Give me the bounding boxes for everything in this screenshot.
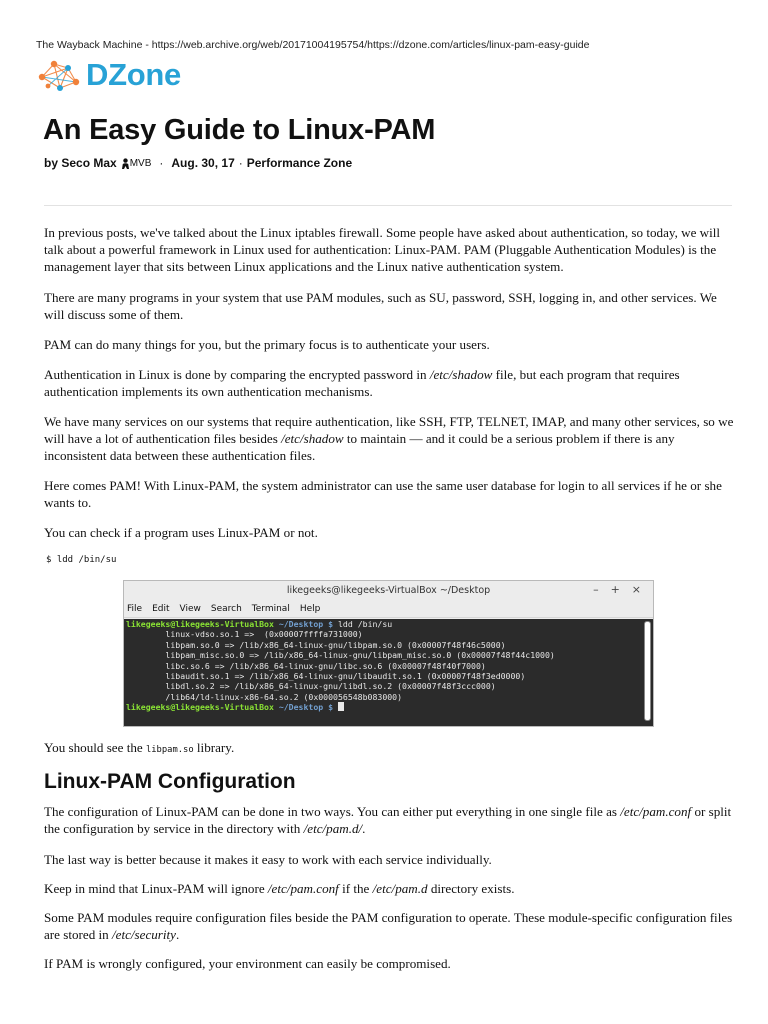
terminal-cursor	[338, 702, 344, 711]
command-snippet: $ ldd /bin/su	[46, 555, 117, 565]
paragraph-check: You can check if a program uses Linux-PAM or not.	[44, 525, 318, 540]
byline-prefix: by	[44, 156, 59, 170]
terminal-scrollbar[interactable]	[644, 621, 651, 721]
logo-text: DZone	[86, 57, 181, 92]
maximize-icon[interactable]: +	[610, 583, 620, 596]
terminal-output-line: linux-vdso.so.1 => (0x00007ffffa731000)	[126, 629, 363, 640]
byline-separator: ·	[159, 156, 164, 170]
header-divider	[44, 205, 732, 206]
paragraph-ignore: Keep in mind that Linux-PAM will ignore /etc/pam.conf if the /etc/pam.d directory exists.	[44, 881, 515, 896]
menu-search[interactable]: Search	[210, 603, 242, 614]
terminal-output-line: libc.so.6 => /lib/x86_64-linux-gnu/libc.so.6 (0x00007f48f40f7000)	[126, 660, 486, 671]
terminal-body	[124, 619, 653, 726]
terminal-prompt-line: likegeeks@likegeeks-VirtualBox ~/Desktop $	[126, 702, 653, 712]
libpam-code: libpam.so	[145, 745, 194, 755]
terminal-prompt-line: likegeeks@likegeeks-VirtualBox ~/Desktop $ ldd /bin/su	[126, 619, 393, 629]
terminal-menubar	[124, 600, 653, 618]
paragraph-services: We have many services on our systems that require authentication, like SSH, FTP, TELNET, IMAP, and many other services, so we will have a lot of authentication files besides /etc/shadow to maintain — and it could be a serious problem if there is any inconsistent data between these authentication files.	[44, 414, 734, 463]
wayback-banner: The Wayback Machine - https://web.archive.org/web/20171004195754/https://dzone.com/articles/linux-pam-easy-guide	[36, 39, 590, 51]
zone-link[interactable]: Performance Zone	[246, 156, 353, 170]
paragraph-warning: If PAM is wrongly configured, your environment can easily be compromised.	[44, 956, 451, 971]
paragraph-focus: PAM can do many things for you, but the primary focus is to authenticate your users.	[44, 337, 490, 352]
menu-view[interactable]: View	[179, 603, 201, 614]
article-byline	[44, 156, 352, 170]
article-title: An Easy Guide to Linux-PAM	[43, 114, 436, 146]
paragraph-libpam: You should see the libpam.so library.	[44, 740, 235, 755]
byline-separator-2: ·	[238, 156, 243, 170]
paragraph-authentication: Authentication in Linux is done by comparing the encrypted password in /etc/shadow file, but each program that requires authentication implements its own authentication mechanisms.	[44, 367, 680, 399]
paragraph-config-ways: The configuration of Linux-PAM can be done in two ways. You can either put everything in one single file as /etc/pam.conf or split the configuration by service in the directory with /etc/pam.d/.	[44, 804, 732, 836]
author-link[interactable]: Seco Max	[61, 156, 117, 170]
terminal-title: likegeeks@likegeeks-VirtualBox ~/Desktop	[286, 585, 491, 596]
menu-terminal[interactable]: Terminal	[251, 603, 290, 614]
terminal-output-line: libpam_misc.so.0 => /lib/x86_64-linux-gnu/libpam_misc.so.0 (0x00007f48f44c1000)	[126, 650, 555, 661]
close-icon[interactable]: ×	[631, 583, 641, 596]
mvb-badge[interactable]	[121, 158, 152, 169]
paragraph-module-config: Some PAM modules require configuration files beside the PAM configuration to operate. These module-specific configuration files are stored in /etc/security.	[44, 910, 733, 942]
section-heading-configuration: Linux-PAM Configuration	[44, 770, 296, 793]
dzone-network-icon	[38, 58, 82, 92]
paragraph-intro: In previous posts, we've talked about the Linux iptables firewall. Some people have asked about authentication, so today, we will talk about a powerful framework in Linux used for authentication: Linux-PAM. PAM (Pluggable Authentication Modules) is the management layer that sits between Linux applications and the Linux native authentication system.	[44, 225, 721, 274]
paragraph-better-way: The last way is better because it makes it easy to work with each service individually.	[44, 852, 492, 867]
dzone-logo[interactable]	[38, 56, 181, 94]
menu-help[interactable]: Help	[299, 603, 321, 614]
terminal-output-line: libaudit.so.1 => /lib/x86_64-linux-gnu/libaudit.so.1 (0x00007f48f3ed0000)	[126, 671, 526, 682]
terminal-screenshot	[123, 580, 654, 727]
mvb-label: MVB	[129, 157, 152, 169]
menu-edit[interactable]: Edit	[152, 603, 170, 614]
minimize-icon[interactable]: –	[593, 583, 599, 596]
publish-date: Aug. 30, 17	[171, 156, 235, 170]
paragraph-here-comes-pam: Here comes PAM! With Linux-PAM, the system administrator can use the same user database for login to all services if he or she wants to.	[44, 478, 722, 510]
menu-file[interactable]: File	[127, 603, 143, 614]
mvb-person-icon	[121, 158, 130, 169]
terminal-output-line: libdl.so.2 => /lib/x86_64-linux-gnu/libdl.so.2 (0x00007f48f3ccc000)	[126, 681, 496, 692]
terminal-output-line: /lib64/ld-linux-x86-64.so.2 (0x000056548b083000)	[126, 691, 403, 702]
terminal-output-line: libpam.so.0 => /lib/x86_64-linux-gnu/libpam.so.0 (0x00007f48f46c5000)	[126, 639, 506, 650]
terminal-titlebar	[124, 581, 653, 600]
paragraph-programs: There are many programs in your system that use PAM modules, such as SU, password, SSH, logging in, and other services. We will discuss some of them.	[44, 290, 717, 322]
window-controls	[593, 583, 641, 596]
